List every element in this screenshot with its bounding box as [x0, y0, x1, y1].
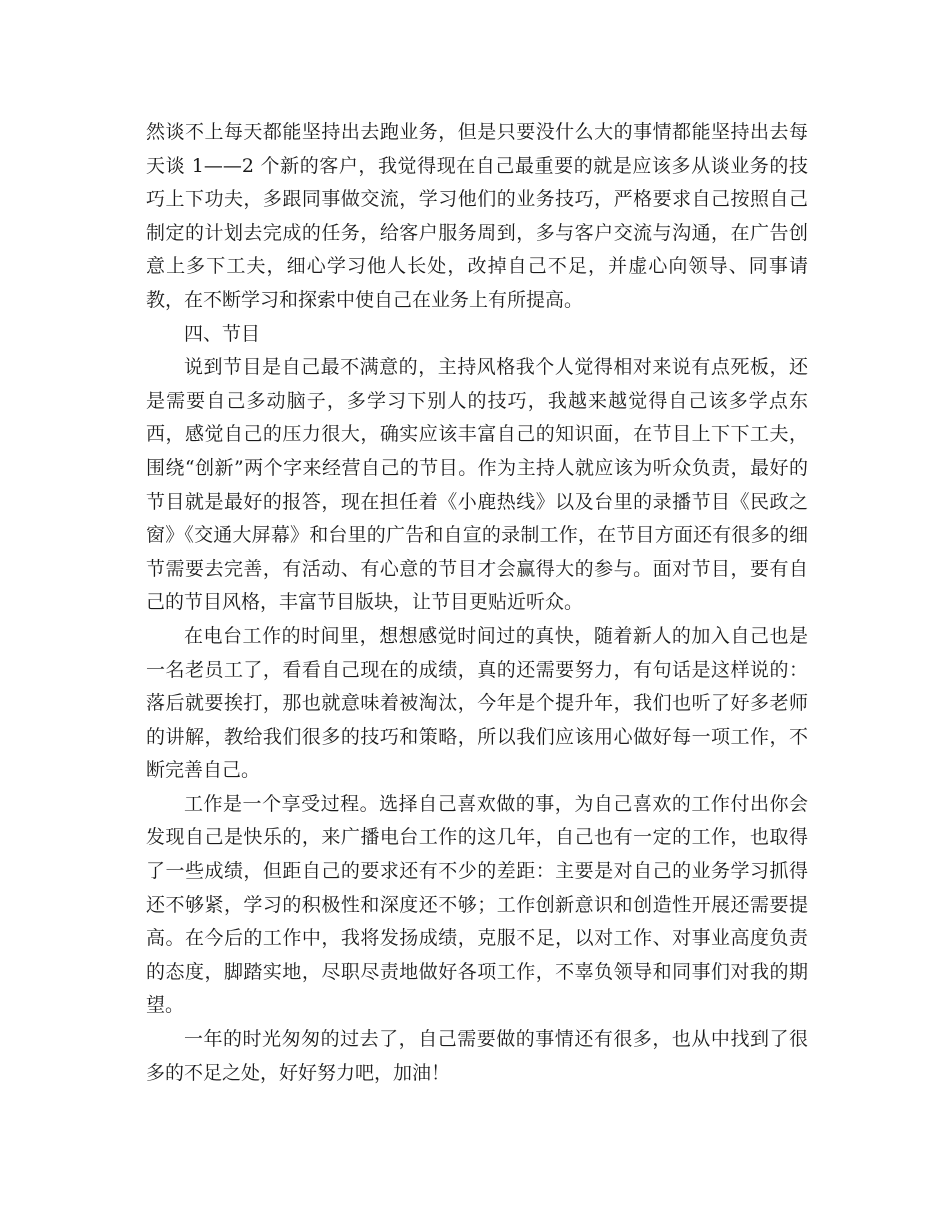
paragraph-station-work: 在电台工作的时间里，想想感觉时间过的真快，随着新人的加入自己也是一名老员工了，看看自己现在的成绩，真的还需要努力，有句话是这样说的：落后就要挨打，那也就意味着被淘汰，今年是个提升年，我们也听了好多老师的讲解，教给我们很多的技巧和策略，所以我们应该用心做好每一项工作，不断完善自己。 [146, 624, 808, 782]
paragraph-programs: 说到节目是自己最不满意的，主持风格我个人觉得相对来说有点死板，还是需要自己多动脑子，多学习下别人的技巧，我越来越觉得自己该多学点东西，感觉自己的压力很大，确实应该丰富自己的知识面，在节目上下下工夫，围绕“创新”两个字来经营自己的节目。作为主持人就应该为听众负责，最好的节目就是最好的报答，现在担任着《小鹿热线》以及台里的录播节目《民政之窗》《交通大屏幕》和台里的广告和自宣的录制工作，在节目方面还有很多的细节需要去完善，有活动、有心意的节目才会赢得大的参与。面对节目，要有自己的节目风格，丰富节目版块，让节目更贴近听众。 [146, 356, 808, 614]
paragraph-continuation: 然谈不上每天都能坚持出去跑业务，但是只要没什么大的事情都能坚持出去每天谈 1——2 个新的客户，我觉得现在自己最重要的就是应该多从谈业务的技巧上下功夫，多跟同事做交流，学习他们的业务技巧，严格要求自己按照自己制定的计划去完成的任务，给客户服务周到，多与客户交流与沟通，在广告创意上多下工夫，细心学习他人长处，改掉自己不足，并虚心向领导、同事请教，在不断学习和探索中使自己在业务上有所提高。 [146, 121, 808, 311]
document-page [146, 116, 808, 1090]
section-heading: 四、节目 [184, 322, 261, 345]
paragraph-work-process: 工作是一个享受过程。选择自己喜欢做的事，为自己喜欢的工作付出你会发现自己是快乐的，来广播电台工作的这几年，自己也有一定的工作，也取得了一些成绩，但距自己的要求还有不少的差距：主要是对自己的业务学习抓得还不够紧，学习的积极性和深度还不够；工作创新意识和创造性开展还需要提高。在今后的工作中，我将发扬成绩，克服不足，以对工作、对事业高度负责的态度，脚踏实地，尽职尽责地做好各项工作，不辜负领导和同事们对我的期望。 [146, 792, 808, 1017]
paragraph-closing: 一年的时光匆匆的过去了，自己需要做的事情还有很多，也从中找到了很多的不足之处，好好努力吧，加油！ [146, 1028, 808, 1084]
